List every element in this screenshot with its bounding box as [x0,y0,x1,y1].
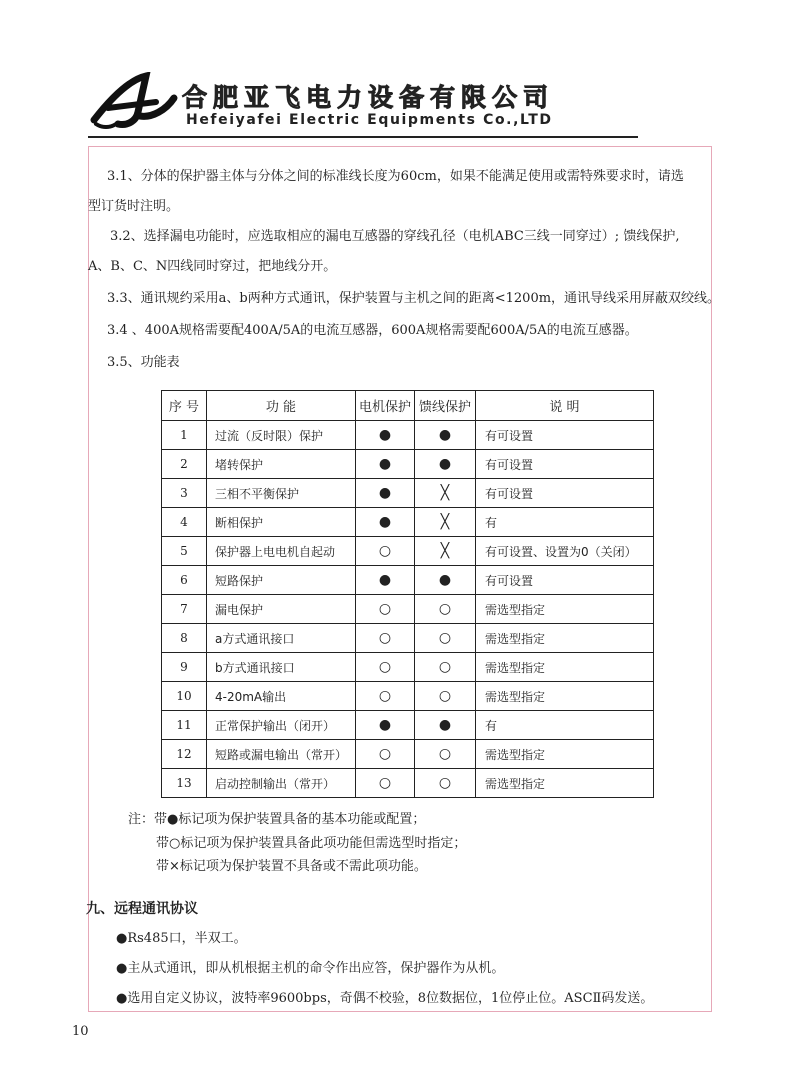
table-row [162,421,654,450]
cell-feeder: ● [415,450,476,479]
function-table [161,390,654,798]
header-no: 序 号 [162,391,207,421]
note-solid-dot: 注：带●标记项为保护装置具备的基本功能或配置； [128,812,426,827]
cell-function: 正常保护输出（闭开） [207,711,356,740]
table-header-row [162,391,654,421]
cell-motor: ● [356,566,415,595]
cell-feeder: ○ [415,595,476,624]
cell-description: 有可设置 [476,421,654,450]
para-3-1-line1: 3.1、分体的保护器主体与分体之间的标准线长度为60cm，如果不能满足使用或需特殊要求时，请选 [107,169,684,184]
cell-function: 堵转保护 [207,450,356,479]
table-row [162,740,654,769]
cell-no: 4 [162,508,207,537]
table-row [162,537,654,566]
cell-function: a方式通讯接口 [207,624,356,653]
page-number: 10 [72,1024,89,1039]
table-row [162,450,654,479]
para-3-5-title: 3.5、功能表 [107,355,180,370]
cell-motor: ○ [356,537,415,566]
cell-motor: ○ [356,682,415,711]
table-row [162,508,654,537]
cell-feeder: ● [415,421,476,450]
bullet-rs485: ●Rs485口，半双工。 [116,931,247,946]
cell-description: 需选型指定 [476,653,654,682]
company-logo-icon [88,72,180,132]
cell-motor: ○ [356,769,415,798]
cell-no: 6 [162,566,207,595]
cell-function: b方式通讯接口 [207,653,356,682]
cell-no: 8 [162,624,207,653]
header-description: 说 明 [476,391,654,421]
section-title: 九、远程通讯协议 [86,901,198,917]
cell-feeder: ○ [415,740,476,769]
table-row [162,479,654,508]
note-hollow-dot: 带○标记项为保护装置具备此项功能但需选型时指定； [156,836,467,851]
cell-description: 有 [476,711,654,740]
cell-motor: ● [356,479,415,508]
cell-motor: ● [356,421,415,450]
header-function: 功 能 [207,391,356,421]
cell-function: 4-20mA输出 [207,682,356,711]
para-3-2-line2: A、B、C、N四线同时穿过，把地线分开。 [88,259,337,274]
cell-description: 需选型指定 [476,740,654,769]
cell-no: 13 [162,769,207,798]
table-row [162,682,654,711]
para-3-2-line1: 3.2、选择漏电功能时，应选取相应的漏电互感器的穿线孔径（电机ABC三线一同穿过）; 馈线保护, [110,229,680,244]
note-cross: 带×标记项为保护装置不具备或不需此项功能。 [156,859,427,874]
cell-description: 需选型指定 [476,595,654,624]
cell-feeder: ○ [415,653,476,682]
header-divider [88,136,638,138]
table-row [162,624,654,653]
cell-no: 7 [162,595,207,624]
cell-no: 9 [162,653,207,682]
header-motor: 电机保护 [356,391,415,421]
cell-motor: ○ [356,595,415,624]
cell-function: 保护器上电电机自起动 [207,537,356,566]
cell-feeder: ╳ [415,479,476,508]
cell-no: 10 [162,682,207,711]
cell-no: 1 [162,421,207,450]
cell-function: 短路或漏电输出（常开） [207,740,356,769]
para-3-1-line2: 型订货时注明。 [88,199,180,214]
bullet-master-slave: ●主从式通讯，即从机根据主机的命令作出应答，保护器作为从机。 [116,961,505,976]
cell-description: 有可设置 [476,479,654,508]
cell-feeder: ╳ [415,537,476,566]
para-3-4: 3.4 、400A规格需要配400A/5A的电流互感器，600A规格需要配600A/5A的电流互感器。 [107,323,638,338]
table-row [162,566,654,595]
cell-no: 2 [162,450,207,479]
cell-feeder: ○ [415,769,476,798]
company-name-cn: 合肥亚飞电力设备有限公司 [182,83,555,112]
cell-motor: ○ [356,624,415,653]
cell-description: 需选型指定 [476,769,654,798]
company-name-en: Hefeiyafei Electric Equipments Co.,LTD [186,112,553,128]
cell-motor: ○ [356,740,415,769]
bullet-protocol: ●选用自定义协议，波特率9600bps，奇偶不校验，8位数据位，1位停止位。ASCⅡ码发送。 [116,991,654,1006]
table-row [162,711,654,740]
cell-description: 需选型指定 [476,682,654,711]
cell-function: 启动控制输出（常开） [207,769,356,798]
header-feeder: 馈线保护 [415,391,476,421]
cell-function: 漏电保护 [207,595,356,624]
table-row [162,653,654,682]
cell-feeder: ● [415,566,476,595]
cell-function: 过流（反时限）保护 [207,421,356,450]
cell-function: 三相不平衡保护 [207,479,356,508]
cell-description: 有可设置 [476,566,654,595]
cell-motor: ● [356,508,415,537]
cell-feeder: ○ [415,624,476,653]
cell-description: 需选型指定 [476,624,654,653]
cell-feeder: ○ [415,682,476,711]
cell-description: 有可设置 [476,450,654,479]
cell-function: 短路保护 [207,566,356,595]
para-3-3: 3.3、通讯规约采用a、b两种方式通讯，保护装置与主机之间的距离<1200m，通讯导线采用屏蔽双绞线。 [107,291,721,306]
cell-no: 11 [162,711,207,740]
table-row [162,595,654,624]
cell-description: 有可设置、设置为0（关闭） [476,537,654,566]
cell-no: 3 [162,479,207,508]
cell-motor: ○ [356,653,415,682]
table-row [162,769,654,798]
cell-no: 12 [162,740,207,769]
cell-function: 断相保护 [207,508,356,537]
cell-description: 有 [476,508,654,537]
cell-motor: ● [356,450,415,479]
cell-motor: ● [356,711,415,740]
cell-feeder: ╳ [415,508,476,537]
cell-no: 5 [162,537,207,566]
cell-feeder: ● [415,711,476,740]
